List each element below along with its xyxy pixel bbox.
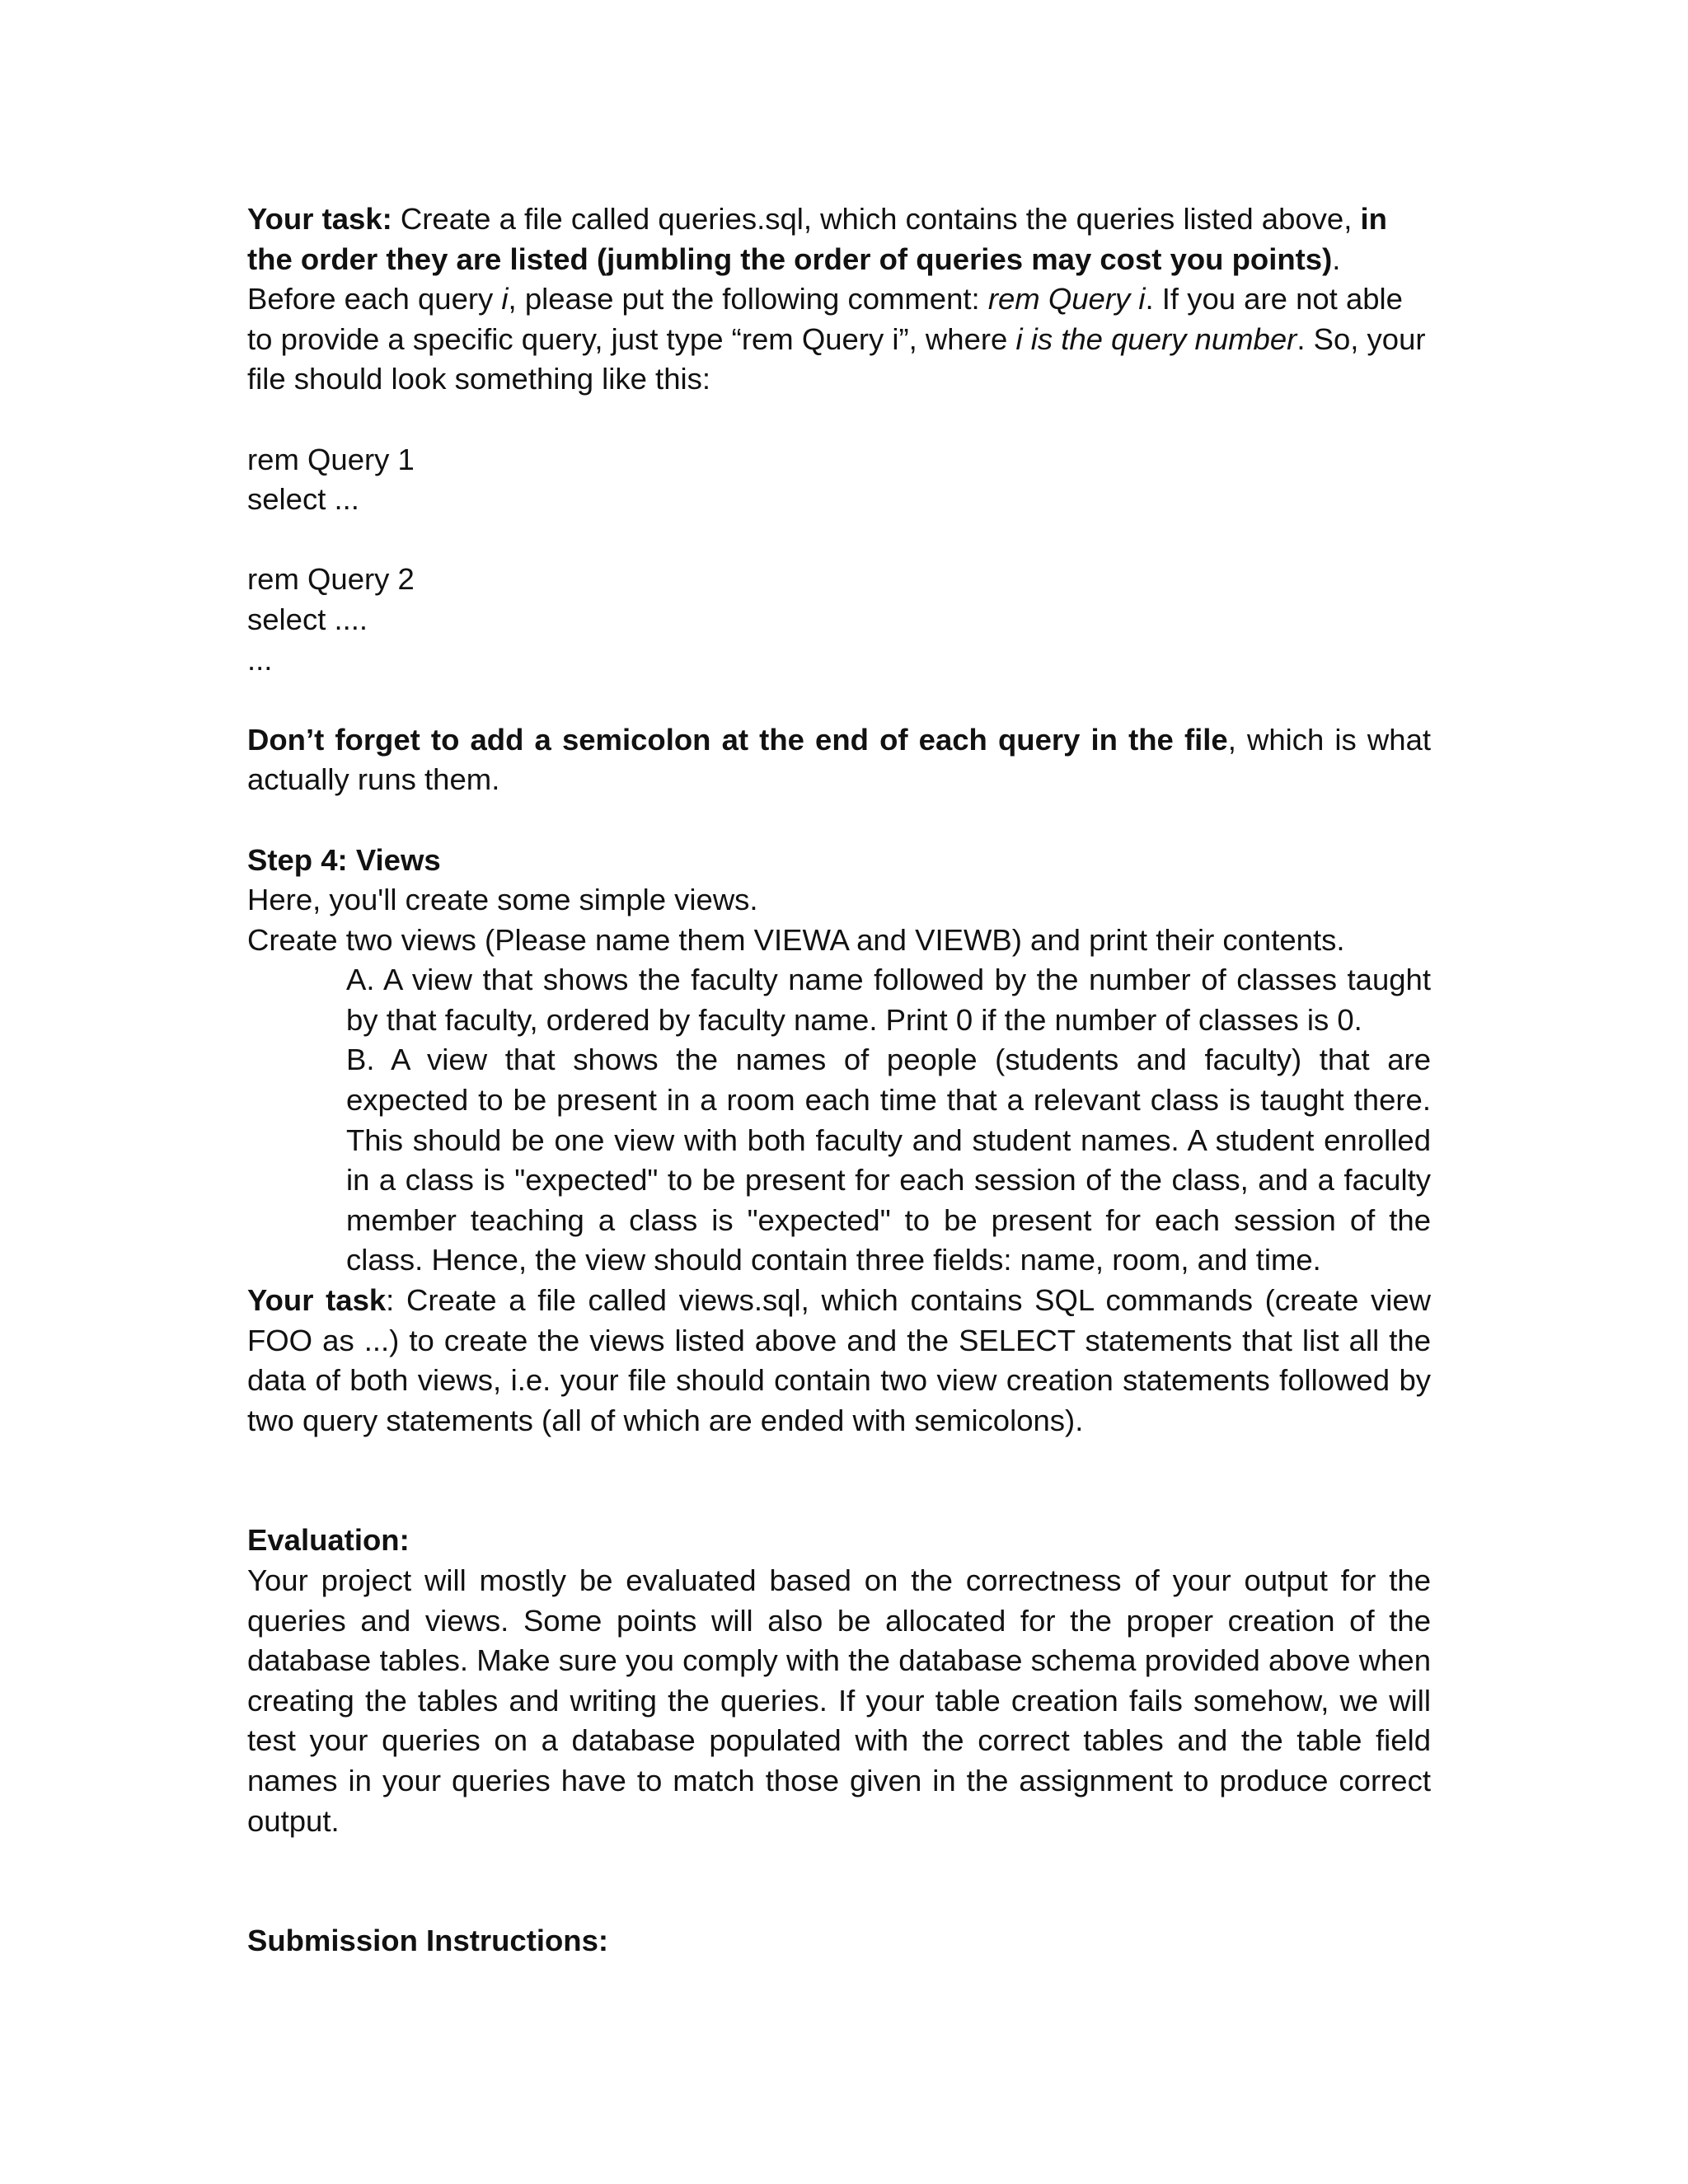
step4-intro-2: Create two views (Please name them VIEWA and VIEWB) and print their contents. <box>247 922 1345 957</box>
semicolon-note-bold: Don’t forget to add a semicolon at the end of each query in the file <box>247 722 1228 757</box>
task-italic-query-number: i is the query number <box>1015 321 1297 356</box>
step4-heading: Step 4: Views <box>247 842 441 877</box>
task-text-2: . Before each query <box>247 241 1341 316</box>
step4-intro-1: Here, you'll create some simple views. <box>247 883 758 917</box>
evaluation-text: Your project will mostly be evaluated based on the correctness of your output for the queries and views. Some points will also be allocated for the proper creation of the database tables. Make sure you comply with the database schema provided above when creating the tables and writing the queries. If your table creation fails somehow, we will test your queries on a database populated with the correct tables and the table field names in your queries have to match those given in the assignment to produce correct output. <box>247 1563 1431 1838</box>
submission-heading: Submission Instructions: <box>247 1924 609 1958</box>
task-italic-i: i <box>501 282 509 316</box>
step4-item-b: B. A view that shows the names of people (students and faculty) that are expected to be present in a room each time that a relevant class is taught there. This should be one view with both faculty and student names. A student enrolled in a class is "expected" to be present for each session of the class, and a faculty member teaching a class is "expected" to be present for each session of the class. Hence, the view should contain three fields: name, room, and time. <box>346 1043 1431 1277</box>
document-page <box>247 199 1431 1961</box>
task-text-3: , please put the following comment: <box>508 282 988 316</box>
example-line-2: select ... <box>247 482 359 517</box>
step4-task-text: : Create a file called views.sql, which contains SQL commands (create view FOO as ...) to create the views listed above and the SELECT statements that list all the data of both views, i.e. your file should contain two view creation statements followed by two query statements (all of which are ended with semicolons). <box>247 1283 1431 1437</box>
step4-task-label: Your task <box>247 1283 387 1318</box>
task-paragraph <box>247 199 1431 400</box>
task-order-emphasis: in the order they are listed (jumbling the order of queries may cost you points) <box>247 202 1387 276</box>
semicolon-note <box>247 720 1431 800</box>
example-line-5: ... <box>247 642 273 677</box>
step4-item-a: A. A view that shows the faculty name followed by the number of classes taught by that faculty, ordered by faculty name. Print 0 if the number of classes is 0. <box>346 963 1431 1037</box>
example-line-1: rem Query 1 <box>247 442 415 476</box>
example-line-4: select .... <box>247 602 368 636</box>
task-text-1: Create a file called queries.sql, which contains the queries listed above, <box>392 202 1361 236</box>
semicolon-note-text: , which is what actually runs them. <box>247 722 1432 797</box>
step4-task <box>247 1281 1431 1441</box>
example-line-3: rem Query 2 <box>247 562 415 597</box>
task-text-5: . So, your file should look something like this: <box>247 321 1426 396</box>
evaluation-heading: Evaluation: <box>247 1523 410 1558</box>
task-label: Your task: <box>247 202 392 236</box>
task-text-4: . If you are not able to provide a specific query, just type “rem Query i”, where <box>247 282 1403 356</box>
task-italic-rem: rem Query i <box>987 282 1146 316</box>
